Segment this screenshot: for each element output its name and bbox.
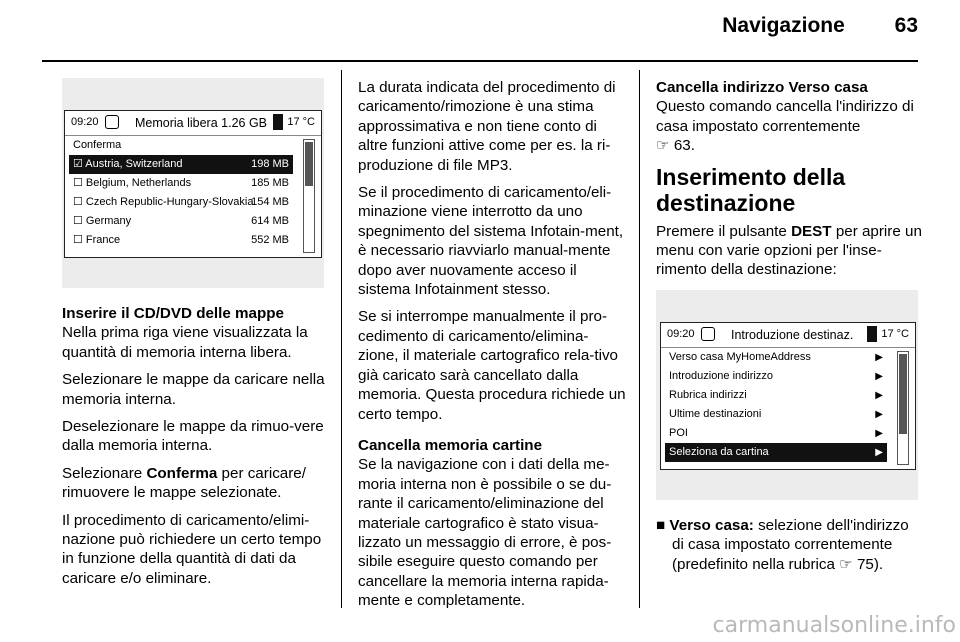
- list-item[interactable]: ☐ Czech Republic-Hungary-Slovakia 154 MB: [73, 196, 289, 208]
- menu-item[interactable]: Rubrica indirizzi ▶: [665, 386, 887, 405]
- menu-item[interactable]: Introduzione indirizzo ▶: [665, 367, 887, 386]
- chevron-right-icon: ▶: [875, 371, 883, 382]
- page-header: [722, 14, 918, 38]
- clock-time: 09:20: [71, 116, 99, 128]
- scrollbar[interactable]: [303, 139, 315, 253]
- screen1-display: [64, 110, 322, 258]
- scrollbar-thumb[interactable]: [899, 354, 907, 434]
- menu-item[interactable]: POI ▶: [665, 424, 887, 443]
- paragraph: Nella prima riga viene visualizzata la quantità di memoria interna libera.: [62, 324, 308, 361]
- paragraph: Deselezionare le mappe da rimuo-vere dalla memoria interna.: [62, 418, 324, 455]
- paragraph: Se la navigazione con i dati della me-moria interna non è possibile o se du-rante il caricamento/eliminazione del materiale cartografico è stato visua-lizzato un messaggio di errore, è pos-sibile eseguire questo comando per cancellare la memoria interna rapida-mente e completamente.: [358, 456, 612, 610]
- paragraph: Se si interrompe manualmente il pro-cedimento di caricamento/elimina-zione, il materiale cartografico rela-tivo già caricato sarà cancellato dalla memoria. Questa procedura richiede un certo tempo.: [358, 308, 626, 423]
- chevron-right-icon: ▶: [875, 352, 883, 363]
- chevron-right-icon: ▶: [875, 447, 883, 458]
- list-item-selected[interactable]: ☑ Austria, Switzerland 198 MB: [69, 155, 293, 174]
- column-3: [656, 78, 924, 288]
- navigation-icon: [105, 115, 119, 129]
- column-divider: [341, 70, 342, 608]
- screen2-display: [660, 322, 916, 470]
- menu-item-selected[interactable]: Seleziona da cartina ▶: [665, 443, 887, 462]
- section-heading: Cancella memoria cartine: [358, 436, 543, 454]
- paragraph: Il procedimento di caricamento/elimi-nazione può richiedere un certo tempo in funzione della quantità di dati da caricare e/o eliminare.: [62, 511, 322, 587]
- paragraph: Se il procedimento di caricamento/eli-minazione viene interrotto da uno spegnimento del sistema Infotain-ment, è necessario riavviarlo manual-mente dopo aver nuovamente acceso il sistema Infotainment stesso.: [358, 184, 624, 299]
- chevron-right-icon: ▶: [875, 409, 883, 420]
- temperature: 17 °C: [881, 328, 909, 340]
- header-rule: [42, 60, 918, 62]
- menu-item[interactable]: Ultime destinazioni ▶: [665, 405, 887, 424]
- column-1: [62, 304, 330, 596]
- section-heading: Inserire il CD/DVD delle mappe: [62, 305, 284, 322]
- bullet-item: ■ Verso casa: selezione dell'indirizzo di casa impostato correntemente (predefinito nella rubrica ☞ 75).: [656, 517, 909, 573]
- battery-icon: [273, 114, 283, 130]
- watermark: carmanualsonline.info: [712, 613, 956, 638]
- screen2-status-bar: [661, 323, 915, 348]
- column-2: [358, 78, 626, 619]
- column-3-bullet: [656, 516, 924, 582]
- page-reference: ☞ 63.: [656, 137, 695, 155]
- section-heading: Cancella indirizzo Verso casa: [656, 79, 868, 96]
- scrollbar-thumb[interactable]: [305, 142, 313, 186]
- section-title: Inserimento della destinazione: [656, 163, 846, 216]
- paragraph: Selezionare le mappe da caricare nella memoria interna.: [62, 371, 325, 408]
- screen1-title: Memoria libera 1.26 GB: [135, 116, 268, 130]
- chevron-right-icon: ▶: [875, 428, 883, 439]
- list-item[interactable]: Conferma: [73, 139, 122, 151]
- chevron-right-icon: ▶: [875, 390, 883, 401]
- navigation-icon: [701, 327, 715, 341]
- paragraph: La durata indicata del procedimento di caricamento/rimozione è una stima approssimativa e non tiene conto di altre funzioni attive come per es. la ri-produzione di file MP3.: [358, 79, 616, 174]
- page-number: 63: [894, 14, 918, 37]
- list-item[interactable]: ☐ France 552 MB: [73, 234, 289, 246]
- paragraph: Questo comando cancella l'indirizzo di casa impostato correntemente ☞ 63.: [656, 98, 914, 155]
- clock-time: 09:20: [667, 328, 695, 340]
- list-item[interactable]: ☐ Belgium, Netherlands 185 MB: [73, 177, 289, 189]
- scrollbar[interactable]: [897, 351, 909, 465]
- column-divider: [639, 70, 640, 608]
- page-title: Navigazione: [722, 14, 845, 37]
- menu-item[interactable]: Verso casa MyHomeAddress ▶: [665, 348, 887, 367]
- screen2-title: Introduzione destinaz.: [731, 328, 854, 342]
- battery-icon: [867, 326, 877, 342]
- paragraph: Selezionare Conferma per caricare/ rimuovere le mappe selezionate.: [62, 464, 306, 502]
- list-item[interactable]: ☐ Germany 614 MB: [73, 215, 289, 227]
- paragraph: Premere il pulsante DEST per aprire un menu con varie opzioni per l'inse-rimento della destinazione:: [656, 222, 922, 279]
- screen1-status-bar: [65, 111, 321, 136]
- temperature: 17 °C: [287, 116, 315, 128]
